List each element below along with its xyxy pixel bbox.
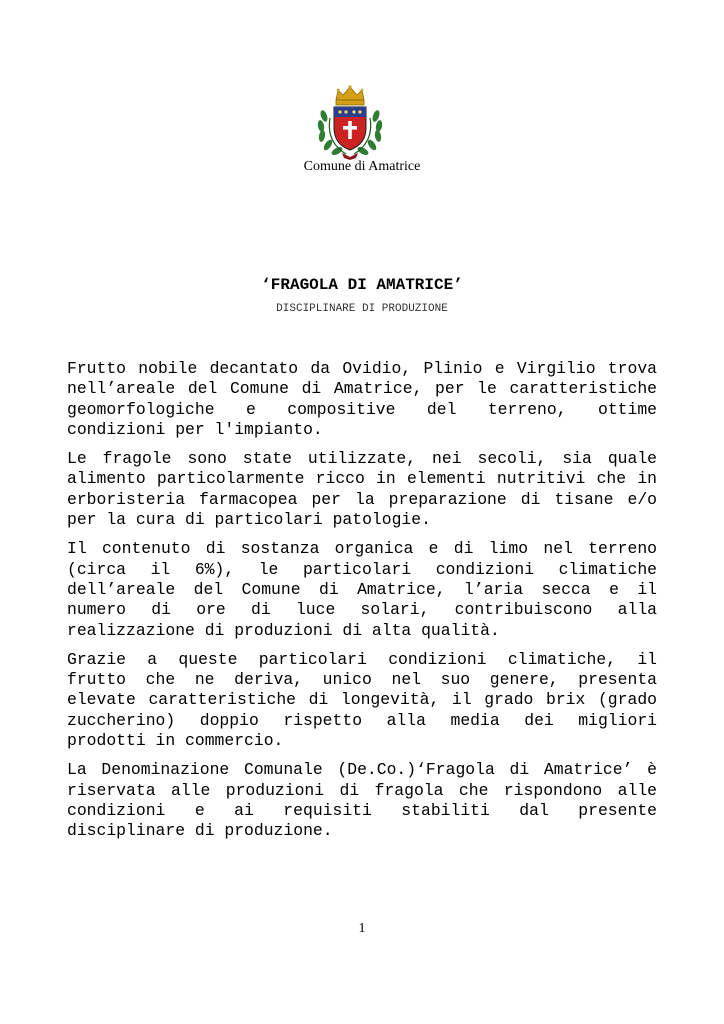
coat-of-arms-icon — [310, 82, 390, 162]
document-title: ‘FRAGOLA DI AMATRICE’ — [261, 276, 463, 294]
paragraph: Il contenuto di sostanza organica e di limo nel terreno (circa il 6%), le particolari condizioni climatiche dell’areale del Comune di Amatrice, l’aria secca e il numero di ore di luce solari, contribuiscono alla realizzazione di produzioni di alta qualità. — [67, 539, 657, 640]
paragraph: Grazie a queste particolari condizioni climatiche, il frutto che ne deriva, unico nel suo genere, presenta elevate caratteristiche di longevità, il grado brix (grado zuccherino) doppio rispetto alla media dei migliori prodotti in commercio. — [67, 649, 657, 751]
paragraph: Le fragole sono state utilizzate, nei secoli, sia quale alimento particolarmente ricco in elementi nutritivi che in erboristeria farmacopea per la preparazione di tisane e/o per la cura di particolari patologie. — [67, 449, 657, 530]
document-body — [67, 359, 657, 842]
paragraph: La Denominazione Comunale (De.Co.)‘Fragola di Amatrice’ è riservata alle produzioni di fragola che rispondono alle condizioni e ai requisiti stabiliti dal presente disciplinare di produzione. — [67, 760, 657, 841]
municipality-name: Comune di Amatrice — [303, 159, 421, 174]
paragraph: Frutto nobile decantato da Ovidio, Plinio e Virgilio trova nell’areale del Comune di Amatrice, per le caratteristiche geomorfologiche e compositive del terreno, ottime condizioni per l'impianto. — [67, 359, 657, 439]
page-number: 1 — [358, 921, 366, 936]
document-subtitle: DISCIPLINARE DI PRODUZIONE — [276, 303, 448, 315]
